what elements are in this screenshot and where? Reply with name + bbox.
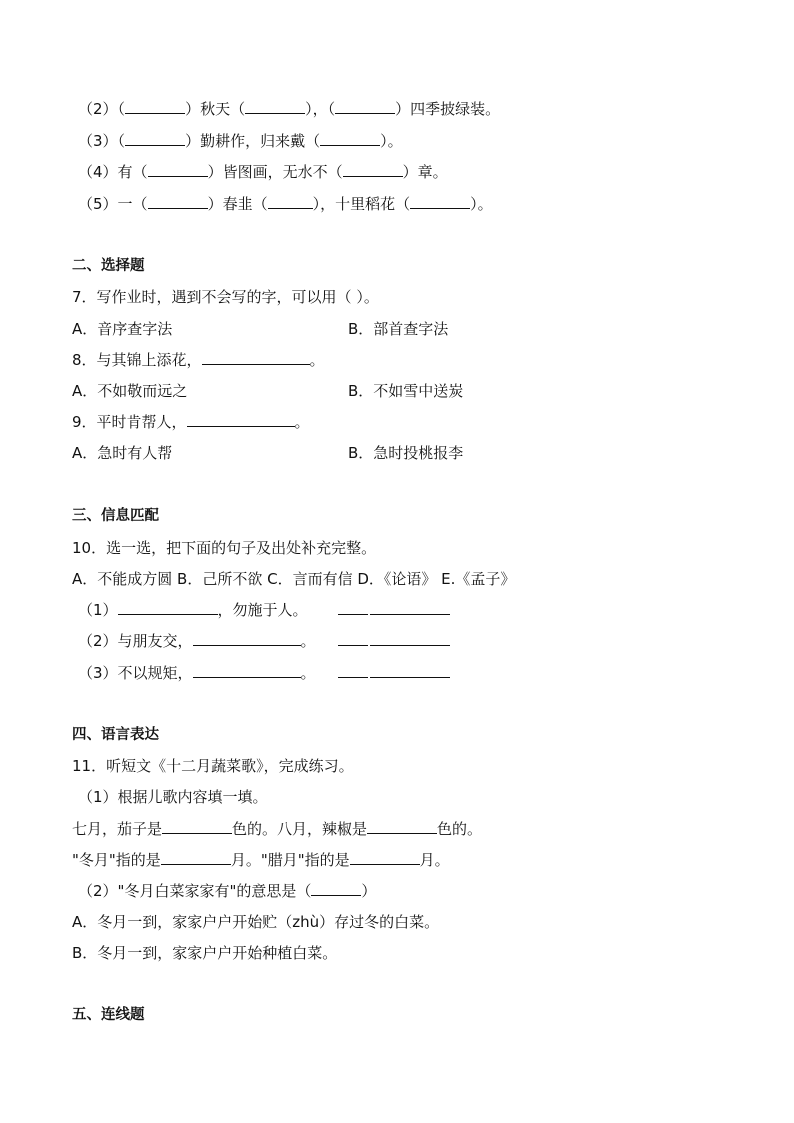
answer-blank[interactable] bbox=[187, 411, 295, 427]
answer-blank[interactable] bbox=[118, 599, 218, 615]
question-8: 8．与其锦上添花， 。 bbox=[72, 351, 325, 369]
option-b[interactable]: B．部首查字法 bbox=[348, 320, 449, 338]
option-a[interactable]: A．不如敬而远之 bbox=[72, 382, 188, 400]
answer-blank[interactable] bbox=[162, 818, 232, 834]
q11-option-a[interactable]: A．冬月一到，家家户户开始贮（zhù）存过冬的白菜。 bbox=[72, 913, 440, 931]
q-item-5: （5）一（ ）春韭（ ），十里稻花（ ）。 bbox=[78, 195, 493, 213]
option-b[interactable]: B．不如雪中送炭 bbox=[348, 382, 464, 400]
q10-item-2: （2）与朋友交， 。 bbox=[78, 632, 316, 650]
q7-options bbox=[72, 318, 772, 340]
question-11: 11．听短文《十二月蔬菜歌》，完成练习。 bbox=[72, 757, 354, 775]
section-heading: 四、语言表达 bbox=[72, 727, 159, 743]
q11-sub-1: （1）根据儿歌内容填一填。 bbox=[78, 788, 268, 806]
question-7: 7．写作业时，遇到不会写的字，可以用（ ）。 bbox=[72, 288, 379, 306]
q9-options bbox=[72, 442, 772, 464]
answer-blank[interactable] bbox=[148, 193, 208, 209]
q-item-3: （3）（ ）勤耕作，归来戴（ ）。 bbox=[78, 132, 403, 150]
q11-sub-2: （2）"冬月白菜家家有"的意思是（ ） bbox=[78, 882, 377, 900]
q8-options bbox=[72, 380, 772, 402]
answer-blank[interactable] bbox=[125, 130, 185, 146]
answer-blank[interactable] bbox=[245, 98, 305, 114]
source-blank-1[interactable] bbox=[338, 599, 450, 621]
answer-blank[interactable] bbox=[350, 849, 420, 865]
question-10: 10．选一选，把下面的句子及出处补充完整。 bbox=[72, 539, 377, 557]
q11-fill-line-1: 七月，茄子是 色的。八月，辣椒是 色的。 bbox=[72, 820, 483, 838]
section-heading: 三、信息匹配 bbox=[72, 508, 159, 524]
answer-blank[interactable] bbox=[193, 662, 301, 678]
option-a[interactable]: A．音序查字法 bbox=[72, 320, 173, 338]
q11-fill-line-2: "冬月"指的是 月。"腊月"指的是 月。 bbox=[72, 851, 450, 869]
option-b[interactable]: B．急时投桃报李 bbox=[348, 444, 464, 462]
answer-blank[interactable] bbox=[125, 98, 185, 114]
q10-item-1: （1） ，勿施于人。 bbox=[78, 601, 308, 619]
q10-options: A．不能成方圆 B．己所不欲 C．言而有信 D．《论语》 E.《孟子》 bbox=[72, 570, 516, 588]
option-a[interactable]: A．急时有人帮 bbox=[72, 444, 173, 462]
section-heading: 二、选择题 bbox=[72, 258, 145, 274]
source-blank-2[interactable] bbox=[338, 630, 450, 652]
source-blank-3[interactable] bbox=[338, 662, 450, 684]
q-item-4: （4）有（ ）皆图画，无水不（ ）章。 bbox=[78, 163, 448, 181]
answer-blank[interactable] bbox=[320, 130, 380, 146]
answer-blank[interactable] bbox=[335, 98, 395, 114]
q10-item-3: （3）不以规矩， 。 bbox=[78, 664, 316, 682]
answer-blank[interactable] bbox=[367, 818, 437, 834]
answer-blank[interactable] bbox=[193, 630, 301, 646]
answer-blank[interactable] bbox=[202, 349, 310, 365]
answer-blank[interactable] bbox=[410, 193, 470, 209]
answer-blank[interactable] bbox=[343, 161, 403, 177]
answer-blank[interactable] bbox=[268, 193, 313, 209]
q11-option-b[interactable]: B．冬月一到，家家户户开始种植白菜。 bbox=[72, 944, 338, 962]
section-heading: 五、连线题 bbox=[72, 1007, 145, 1023]
answer-blank[interactable] bbox=[161, 849, 231, 865]
question-9: 9．平时肯帮人， 。 bbox=[72, 413, 310, 431]
q-item-2: （2）（ ）秋天（ ），（ ）四季披绿装。 bbox=[78, 100, 501, 118]
answer-blank[interactable] bbox=[148, 161, 208, 177]
answer-blank[interactable] bbox=[311, 880, 361, 896]
